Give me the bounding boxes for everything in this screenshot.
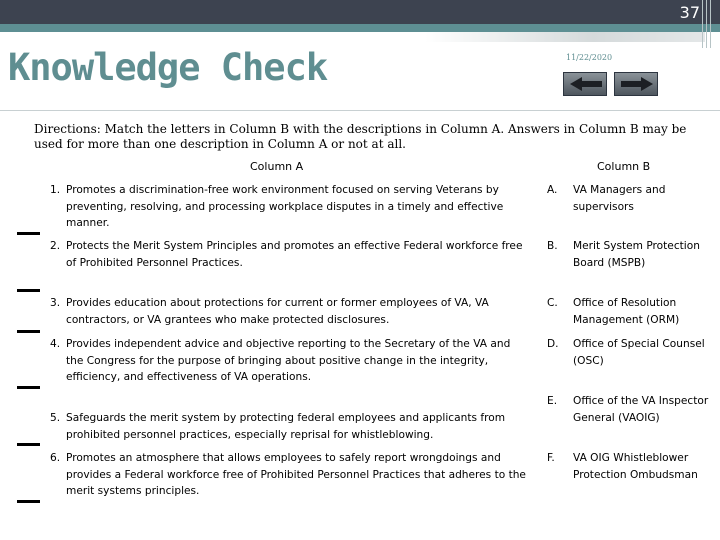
option-letter: F. [547,452,555,464]
option-letter: D. [547,338,559,350]
column-a-item [50,295,530,328]
directions-text: Directions: Match the letters in Column B with the descriptions in Column A. Answers in Column B may be used for more than one description in Column A or not at all. [34,122,687,151]
column-a-item [50,238,530,271]
item-number: 1. [50,184,61,196]
item-number: 4. [50,338,61,350]
divider [0,110,720,111]
slide-date: 11/22/2020 [566,53,613,62]
column-a-item [50,182,530,232]
item-text: Promotes an atmosphere that allows employees to safely report wrongdoings and provides a Federal workforce free of Prohibited Personnel Practices that adheres to the merit systems principles. [66,452,526,497]
arrow-right-icon [619,76,655,92]
column-b-heading: Column B [597,160,651,173]
option-text: Office of Resolution Management (ORM) [573,297,680,326]
item-text: Safeguards the merit system by protecting federal employees and applicants from prohibited personnel practices, especially reprisal for whistleblowing. [66,412,506,441]
item-text: Protects the Merit System Principles and promotes an effective Federal workforce free of Prohibited Personnel Practices. [66,240,523,269]
column-a-item [50,450,530,500]
item-number: 6. [50,452,61,464]
option-letter: C. [547,297,558,309]
header-bar [0,0,720,24]
option-letter: B. [547,240,558,252]
header-accent-stripe [0,24,720,32]
option-text: Merit System Protection Board (MSPB) [573,240,700,269]
answer-blank-2[interactable] [17,289,40,292]
next-slide-button[interactable] [614,72,658,96]
decorative-lines [700,0,714,48]
column-a-item [50,410,530,443]
answer-blank-1[interactable] [17,232,40,235]
column-a-heading: Column A [250,160,304,173]
option-text: Office of the VA Inspector General (VAOIG) [573,395,709,424]
item-text: Provides education about protections for current or former employees of VA, VA contractors, or VA grantees who make protected disclosures. [66,297,489,326]
option-letter: E. [547,395,558,407]
previous-slide-button[interactable] [563,72,607,96]
option-text: VA OIG Whistleblower Protection Ombudsman [573,452,698,481]
answer-blank-4[interactable] [17,386,40,389]
header-fade [425,32,705,42]
answer-blank-6[interactable] [17,500,40,503]
arrow-left-icon [568,76,604,92]
item-number: 5. [50,412,61,424]
item-text: Promotes a discrimination-free work environment focused on serving Veterans by preventing, resolving, and processing workplace disputes in a timely and effective manner. [66,184,504,229]
option-letter: A. [547,184,558,196]
answer-blank-5[interactable] [17,443,40,446]
option-text: VA Managers and supervisors [573,184,666,213]
page-title: Knowledge Check [8,46,328,89]
option-text: Office of Special Counsel (OSC) [573,338,705,367]
item-text: Provides independent advice and objective reporting to the Secretary of the VA and the Congress for the purpose of bringing about positive change in the integrity, efficiency, and effectiveness of VA operations. [66,338,511,383]
item-number: 3. [50,297,61,309]
page-number: 37 [679,3,700,22]
item-number: 2. [50,240,61,252]
answer-blank-3[interactable] [17,330,40,333]
column-a-item [50,336,530,386]
